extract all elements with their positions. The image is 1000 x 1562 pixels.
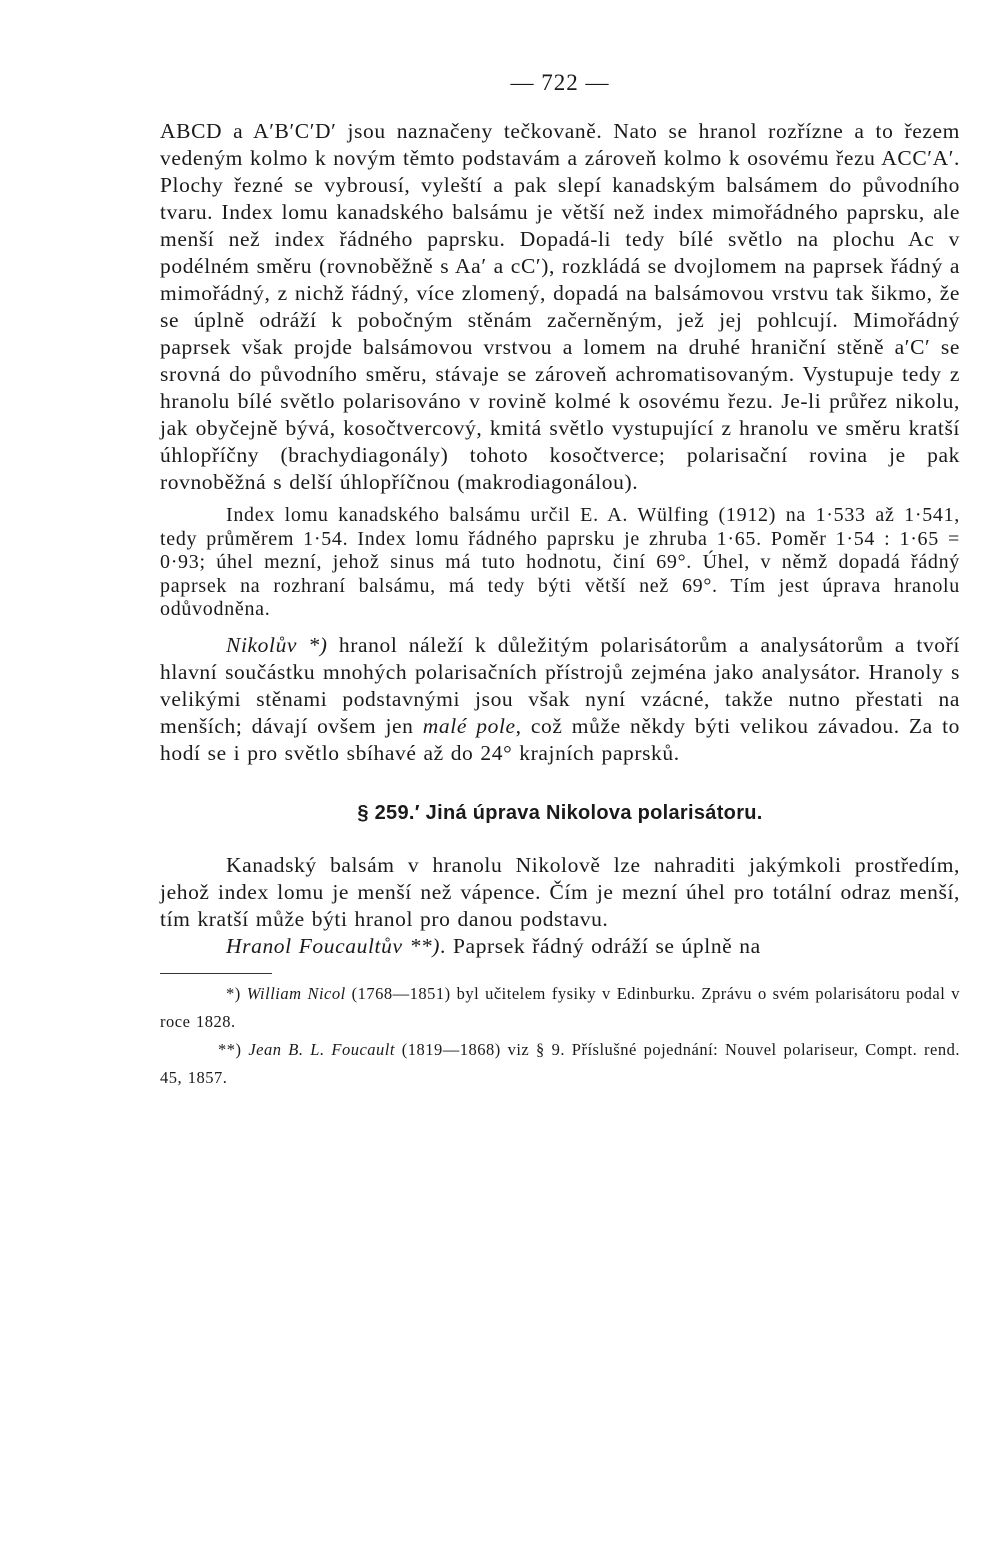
footnotes: [160, 980, 960, 1092]
paragraph-foucault-prism: [160, 933, 960, 960]
footnote-marker: *): [226, 983, 241, 1003]
footnote-foucault: [160, 1036, 960, 1092]
paragraph-balsam-replacement: Kanadský balsám v hranolu Nikolově lze nahraditi jakýmkoli prostředím, jehož index lomu je menší než vápence. Čím je mezní úhel pro totální odraz menší, tím kratší může býti hranol pro danou podstavu.: [160, 852, 960, 931]
section-heading: § 259.′ Jiná úprava Nikolova polarisátoru.: [357, 801, 763, 824]
nicol-text: hranol náleží k důležitým polarisátorům a analysátorům a tvoří hlavní součástku mnohých polarisačních přístrojů zejména jako analysátor. Hranoly s velikými stěnami podstavnými jsou však nyní vzácné, takže nutno přestati na menších; dávají ovšem jen: [160, 632, 960, 738]
paragraph-nicol-prism: [160, 632, 960, 767]
footnote-author: William Nicol: [246, 983, 346, 1003]
nicol-text-tail: , což může někdy býti velikou závadou. Za to hodí se i pro světlo sbíhavé až do 24° krajních paprsků.: [160, 713, 960, 765]
paragraph-prism-construction: ABCD a A′B′C′D′ jsou naznačeny tečkovaně. Nato se hranol rozřízne a to řezem vedeným kolmo k novým těmto podstavám a zároveň kolmo k osovému řezu ACC′A′. Plochy řezné se vybrousí, vyleští a pak slepí kanadským balsámem do původního tvaru. Index lomu kanadského balsámu je větší než index mimořádného paprsku, ale menší než index řádného paprsku. Dopadá-li tedy bílé světlo na plochu Ac v podélném směru (rovnoběžně s Aa′ a cC′), rozkládá se dvojlomem na paprsek řádný a mimořádný, z nichž řádný, více zlomený, dopadá na balsámovou vrstvu tak šikmo, že se úplně odráží k pobočným stěnám začerněným, jež jej pohlcují. Mimořádný paprsek však projde balsámovou vrstvou a lomem na druhé hraniční stěně a′C′ se srovná do původního směru, stávaje se zároveň achromatisovaným. Vystupuje tedy z hranolu bílé světlo polarisováno v rovině kolmé k osovému řezu. Je-li průřez nikolu, jak obyčejně bývá, kosočtvercový, kmitá světlo vystupující z hranolu ve směru kratší úhlopříčny (brachydiagonály) tohoto kosočtverce; polarisační rovina je pak rovnoběžná s delší úhlopříčnou (makrodiagonálou).: [160, 119, 960, 494]
page-number: — 722 —: [510, 70, 610, 95]
nicol-term: Nikolův *): [226, 632, 328, 657]
foucault-term: Hranol Foucaultův **): [226, 933, 441, 958]
footnote-text: (1768—1851) byl učitelem fysiky v Edinburku. Zprávu o svém polarisátoru podal v roce 1828.: [160, 983, 961, 1031]
paragraph-balsam-index: Index lomu kanadského balsámu určil E. A. Wülfing (1912) na 1·533 až 1·541, tedy průměrem 1·54. Index lomu řádného paprsku je zhruba 1·65. Poměr 1·54 : 1·65 = 0·93; úhel mezní, jehož sinus má tuto hodnotu, činí 69°. Úhel, v němž dopadá řádný paprsek na rozhraní balsámu, má tedy býti větší než 69°. Tím jest úprava hranolu odůvodněna.: [160, 504, 960, 620]
book-page: [160, 70, 960, 1092]
footnote-text: (1819—1868) viz § 9. Příslušné pojednání: Nouvel polariseur, Compt. rend. 45, 1857.: [160, 1039, 960, 1087]
small-field-term: malé pole: [422, 713, 516, 738]
footnote-author: Jean B. L. Foucault: [248, 1039, 395, 1059]
footnote-nicol: [160, 980, 960, 1036]
footnote-divider: [160, 973, 272, 974]
footnote-marker: **): [218, 1039, 242, 1059]
foucault-text: . Paprsek řádný odráží se úplně na: [440, 933, 761, 958]
